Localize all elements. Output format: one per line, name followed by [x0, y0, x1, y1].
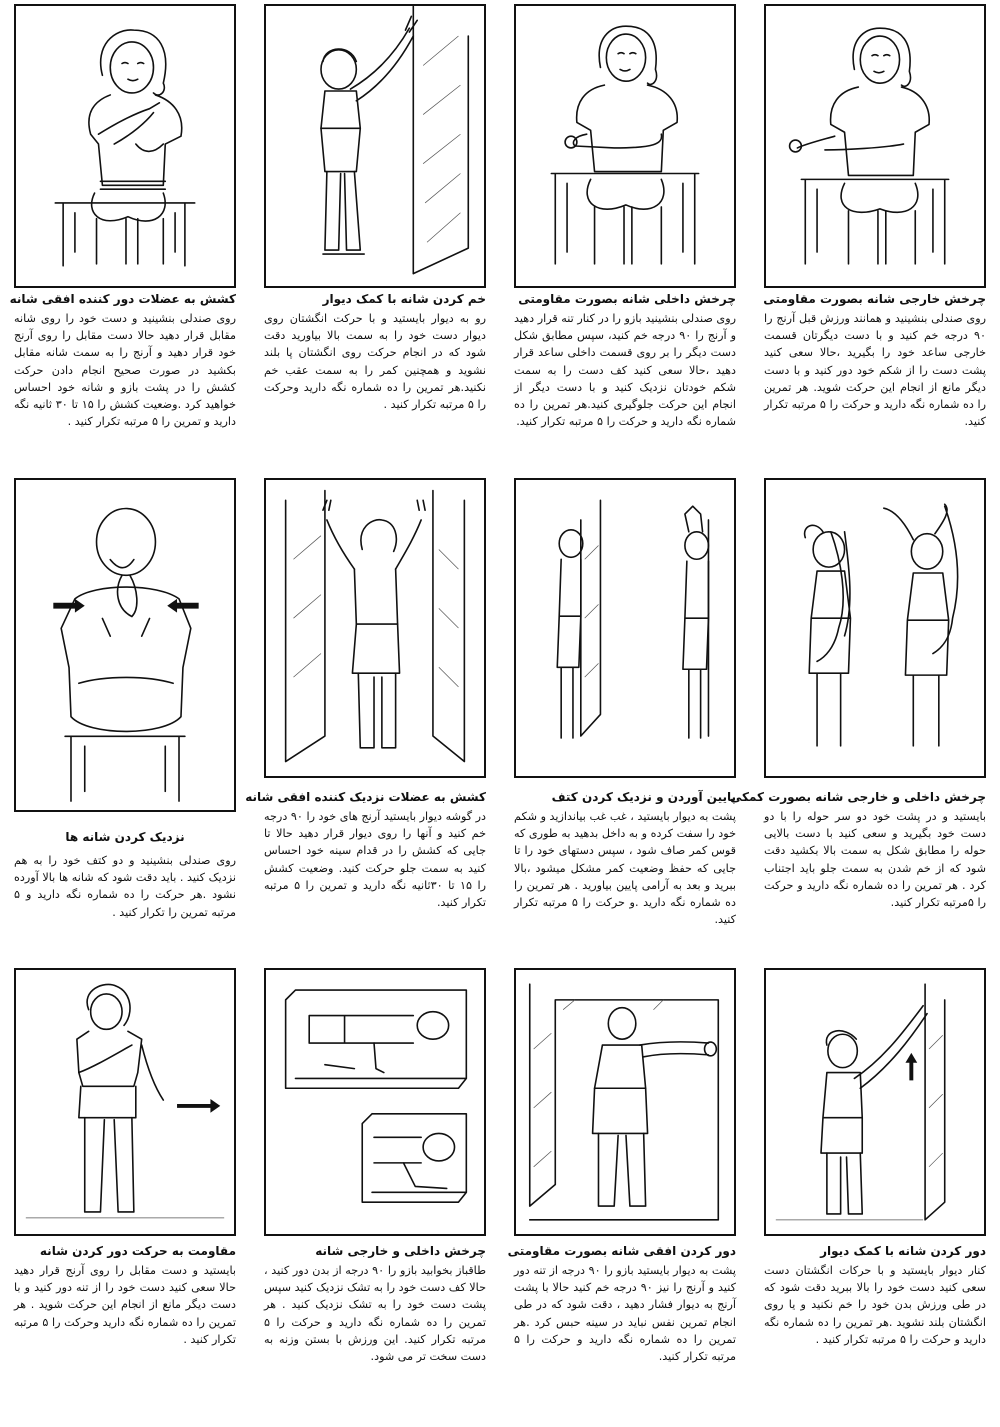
exercise-title: دور کردن افقی شانه بصورت مقاومتی [507, 1244, 736, 1258]
wall-walk-figure [266, 6, 484, 286]
illustration-wall-flexion [264, 4, 486, 288]
illustration-internal-rotation-resisted [514, 4, 736, 288]
exercise-description: در گوشه دیوار بایستید آرنج های خود را ۹۰ درجه خم کنید و آنها را روی دیوار قرار دهید حالا تا جایی که کشش را در قدام سینه خود احساس کنید به سمت جلو حرکت کنید. وضعیت کشش را ۱۵ تا ۳۰ثانیه نگه دارید و تمرین را ۵ مرتبه تکرار کنید. [264, 810, 487, 910]
seated-back-view-figure [16, 480, 234, 810]
exercise-title: کشش به عضلات دور کننده افقی شانه [9, 292, 236, 306]
illustration-scapular-retraction [14, 478, 236, 812]
illustration-external-rotation-resisted [764, 4, 986, 288]
exercise-description: رو به دیوار بایستید و با حرکت انگشتان روی دیوار دست خود را به سمت بالا بیاورید دقت شود که در انجام حرکت روی انگشتان پا بلند نشوید و همچنین کمر را به سمت عقب خم نکنید.هر تمرین را ده شماره نگه دارید وحرکت را ۵ مرتبه تکرار کنید . [264, 312, 486, 412]
exercise-description: طاقباز بخوابید بازو را ۹۰ درجه از بدن دور کنید ، حالا کف دست خود را به تشک نزدیک کنید سپس پشت دست خود را به تشک نزدیک کنید . هر تمرین را ده شماره نگه دارید و حرکت را ۵ مرتبه تکرار کنید. این ورزش با بستن وزنه به دست سخت تر می شود. [264, 1264, 486, 1364]
illustration-scapular-depression [514, 478, 736, 778]
corner-wall-figure [266, 480, 484, 776]
exercise-title: چرخش داخلی و خارجی شانه [315, 1244, 486, 1258]
side-wall-walk-figure [766, 970, 984, 1234]
exercise-description: کنار دیوار بایستید و با حرکات انگشتان دست سعی کنید دست خود را بالا ببرید دقت شود که در طی ورزش بدن خود را خم نکنید و یا روی انگشتان بلند نشوید .هر تمرین را ده شماره نگه دارید و حرکت را ۵ مرتبه تکرار کنید . [764, 1264, 986, 1346]
exercise-description: بایستید و در پشت خود دو سر حوله را با دو دست خود بگیرید و سعی کنید با دست بالایی حوله را مطابق شکل به سمت بالا بکشید دقت شود که از خم شدن به سمت جلو باید اجتناب کرد . هر تمرین را ده شماره نگه دارید و حرکت را ۵مرتبه تکرار کنید. [764, 810, 986, 910]
towel-stretch-figures [766, 480, 984, 776]
seated-internal-rotation-figure [516, 6, 734, 286]
exercise-title: چرخش داخلی شانه بصورت مقاومتی [518, 292, 736, 306]
lying-rotation-figures [266, 970, 484, 1234]
exercise-title: خم کردن شانه با کمک دیوار [322, 292, 486, 306]
seated-external-rotation-figure [766, 6, 984, 286]
exercise-title: چرخش خارجی شانه بصورت مقاومتی [763, 292, 986, 306]
illustration-resisted-horizontal-abduction [514, 968, 736, 1236]
exercise-title: چرخش داخلی و خارجی شانه بصورت کمکی [729, 790, 986, 804]
seated-cross-arm-figure [16, 6, 234, 286]
illustration-resisted-abduction [14, 968, 236, 1236]
illustration-corner-stretch [264, 478, 486, 778]
exercise-description: پشت به دیوار بایستید ، غب غب بیاندازید و شکم خود را سفت کرده و به داخل بدهید به طوری که قوس کمر صاف شود ، سپس دستهای خود را تا جایی که حفظ وضعیت کمر مشکل میشود ،بالا ببرید و بعد به آرامی پایین بیاورید . هر تمرین را ده شماره نگه دارید .و حرکت را ۵ مرتبه تکرار کنید. [514, 810, 737, 927]
exercise-title: دور کردن شانه با کمک دیوار [820, 1244, 986, 1258]
exercise-title: مقاومت به حرکت دور کردن شانه [39, 1244, 236, 1258]
exercise-title: کشش به عضلات نزدیک کننده افقی شانه [245, 790, 486, 804]
wall-standing-figures [516, 480, 734, 776]
exercise-description: روی صندلی بنشینید و دو کتف خود را به هم نزدیک کنید . باید دقت شود که شانه ها بالا آورده نشود .هر حرکت را ده شماره نگه دارید و ۵ مرتبه تمرین را تکرار کنید . [14, 854, 236, 919]
illustration-horizontal-abductor-stretch [14, 4, 236, 288]
exercise-description: پشت به دیوار بایستید بازو را ۹۰ درجه از تنه دور کنید و آرنج را نیز ۹۰ درجه خم کنید حالا با پشت آرنج به دیوار فشار دهید ، دقت شود که در طی انجام تمرین نفس نباید در سینه حبس کرد .هر تمرین را ده شماره نگه دارید و حرکت را ۵ مرتبه تکرار کنید. [514, 1264, 736, 1364]
exercise-description: روی صندلی بنشینید بازو را در کنار تنه قرار دهید و آرنج را ۹۰ درجه خم کنید، سپس مطابق شکل دست دیگر را بر روی قسمت داخلی ساعد قرار دهید ،حالا سعی کنید کف دست را به سمت شکم خودتان نزدیک کنید و با دست دیگر از انجام این حرکت جلوگیری کنید.هر تمرین را ده شماره نگه دارید و حرکت را ۵ مرتبه تکرار کنید. [514, 312, 736, 429]
exercise-title: نزدیک کردن شانه ها [65, 830, 185, 844]
illustration-supine-rotation [264, 968, 486, 1236]
exercise-description: بایستید و دست مقابل را روی آرنج قرار دهید حالا سعی کنید دست خود را از تنه دور کنید و با دست دیگر مانع از انجام این حرکت شوید . هر تمرین را ده شماره نگه دارید وحرکت را ۵ مرتبه تکرار کنید . [14, 1264, 236, 1346]
wall-horizontal-abduction-figure [516, 970, 734, 1234]
standing-abduction-figure [16, 970, 234, 1234]
illustration-towel-rotation [764, 478, 986, 778]
exercise-description: روی صندلی بنشینید و همانند ورزش قبل آرنج را ۹۰ درجه خم کنید و با دست دیگرتان قسمت خارجی ساعد خود را بگیرید ،حالا سعی کنید پشت دست را از شکم خود دور کنید و با دست دیگر مانع از انجام این حرکت شوید. هر تمرین را ده شماره نگه دارید و حرکت را ۵ مرتبه تکرار کنید. [764, 312, 986, 429]
exercise-title: پایین آوردن و نزدیک کردن کتف [551, 790, 736, 804]
illustration-wall-abduction [764, 968, 986, 1236]
exercise-description: روی صندلی بنشینید و دست خود را روی شانه مقابل قرار دهید حالا دست مقابل را روی آرنج خود قرار دهید و آرنج را به سمت شانه مقابل بکشید در صورت صحیح انجام دادن حرکت کشش را در پشت بازو و شانه خود احساس خواهید کرد .وضعیت کشش را ۱۵ تا ۳۰ ثانیه نگه دارید و تمرین را ۵ مرتبه تکرار کنید . [14, 312, 236, 429]
